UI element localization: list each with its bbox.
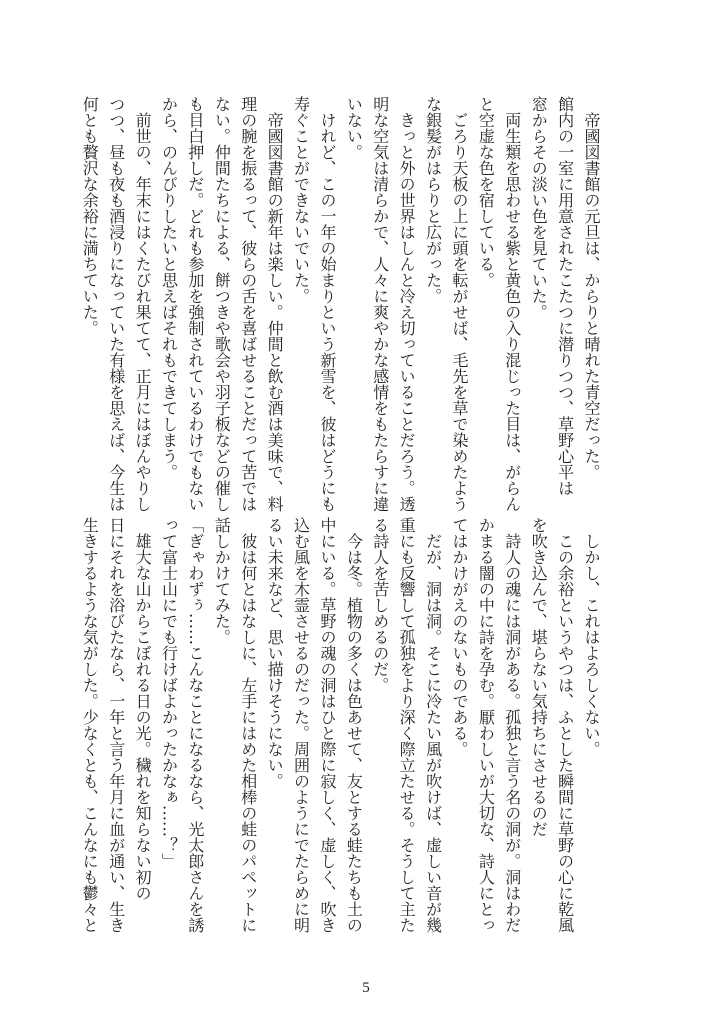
page-number: 5: [362, 980, 370, 996]
text-line: 話しかけてみた。: [212, 517, 232, 645]
text-line: 雄大な山からこぼれる日の光。穢れを知らない初の: [133, 517, 153, 901]
text-line: 詩人の魂には洞がある。孤独と言う名の洞が。洞はわだ: [502, 517, 522, 933]
text-line: 明な空気は清らかで、人々に爽やかな感情をもたらすに違: [370, 96, 390, 512]
text-line: を吹き込んで、堪らない気持ちにさせるのだ: [529, 517, 549, 837]
text-line: 帝國図書館の新年は楽しい。仲間と飲む酒は美味で、料: [265, 96, 285, 512]
text-line: るい未来など、思い描けそうにない。: [265, 517, 285, 789]
text-line: いない。: [344, 96, 364, 160]
text-line: ごろり天板の上に頭を転がせば、毛先を草で染めたよう: [449, 96, 469, 512]
text-line: 寿ぐことができないでいた。: [291, 96, 311, 304]
lower-text-block: [74, 517, 604, 933]
text-line: って富士山にでも行けばよかったかなぁ……？」: [159, 517, 179, 869]
text-line: つつ、昼も夜も酒浸りになっていた有様を思えば、今生は: [106, 96, 126, 512]
text-line: きっと外の世界はしんと冷え切っていることだろう。透: [397, 96, 417, 512]
text-line: だが、洞は洞。そこに冷たい風が吹けば、虚しい音が幾: [423, 517, 443, 933]
text-line: 重にも反響して孤独をより深く際立たせる。そうして主た: [397, 517, 417, 933]
text-line: 「ぎゃわずぅ……こんなことになるなら、光太郎さんを誘: [185, 517, 205, 933]
text-line: この余裕というやつは、ふとした瞬間に草野の心に乾風: [555, 517, 575, 933]
text-line: 両生類を思わせる紫と黄色の入り混じった目は、がらん: [502, 96, 522, 512]
upper-text-block: [74, 96, 604, 512]
text-line: 日にそれを浴びたなら、一年と言う年月に血が通い、生き: [106, 517, 126, 933]
text-line: 帝國図書館の元旦は、からりと晴れた青空だった。: [582, 96, 601, 480]
text-line: しかし、これはよろしくない。: [582, 517, 601, 757]
text-line: な銀髪がはらりと広がった。: [423, 96, 443, 304]
text-line: から、のんびりしたいと思えばそれもできてしまう。: [159, 96, 179, 480]
text-line: 理の腕を振るって、彼らの舌を喜ばせることだって苦では: [238, 96, 258, 512]
text-line: ない。仲間たちによる、餅つきや歌会や羽子板などの催し: [212, 96, 232, 512]
text-line: 中にいる。草野の魂の洞はひと際に寂しく、虚しく、吹き: [317, 517, 337, 933]
text-line: 込む風を木霊させるのだった。周囲のようにでたらめに明: [291, 517, 311, 933]
text-line: 前世の、年末にはくたびれ果てて、正月にはぼんやりし: [133, 96, 153, 512]
text-line: かまる闇の中に詩を孕む。厭わしいが大切な、詩人にとっ: [476, 517, 496, 933]
text-line: も目白押しだ。どれも参加を強制されているわけでもない: [185, 96, 205, 512]
text-line: 今は冬。植物の多くは色あせて、友とする蛙たちも土の: [344, 517, 364, 933]
text-line: 館内の一室に用意されたこたつに潜りつつ、草野心平は: [555, 96, 575, 496]
text-line: けれど、この一年の始まりという新雪を、彼はどうにも: [317, 96, 337, 512]
text-line: てはかけがえのないものである。: [449, 517, 469, 757]
text-line: 何とも贅沢な余裕に満ちていた。: [80, 96, 100, 336]
text-line: 彼は何とはなしに、左手にはめた相棒の蛙のパペットに: [238, 517, 258, 933]
text-line: 生きするような気がした。少なくとも、こんなにも鬱々と: [80, 517, 100, 933]
text-line: る詩人を苦しめるのだ。: [370, 517, 390, 693]
text-line: 窓からその淡い色を見ていた。: [529, 96, 549, 320]
text-line: と空虚な色を宿している。: [476, 96, 496, 288]
